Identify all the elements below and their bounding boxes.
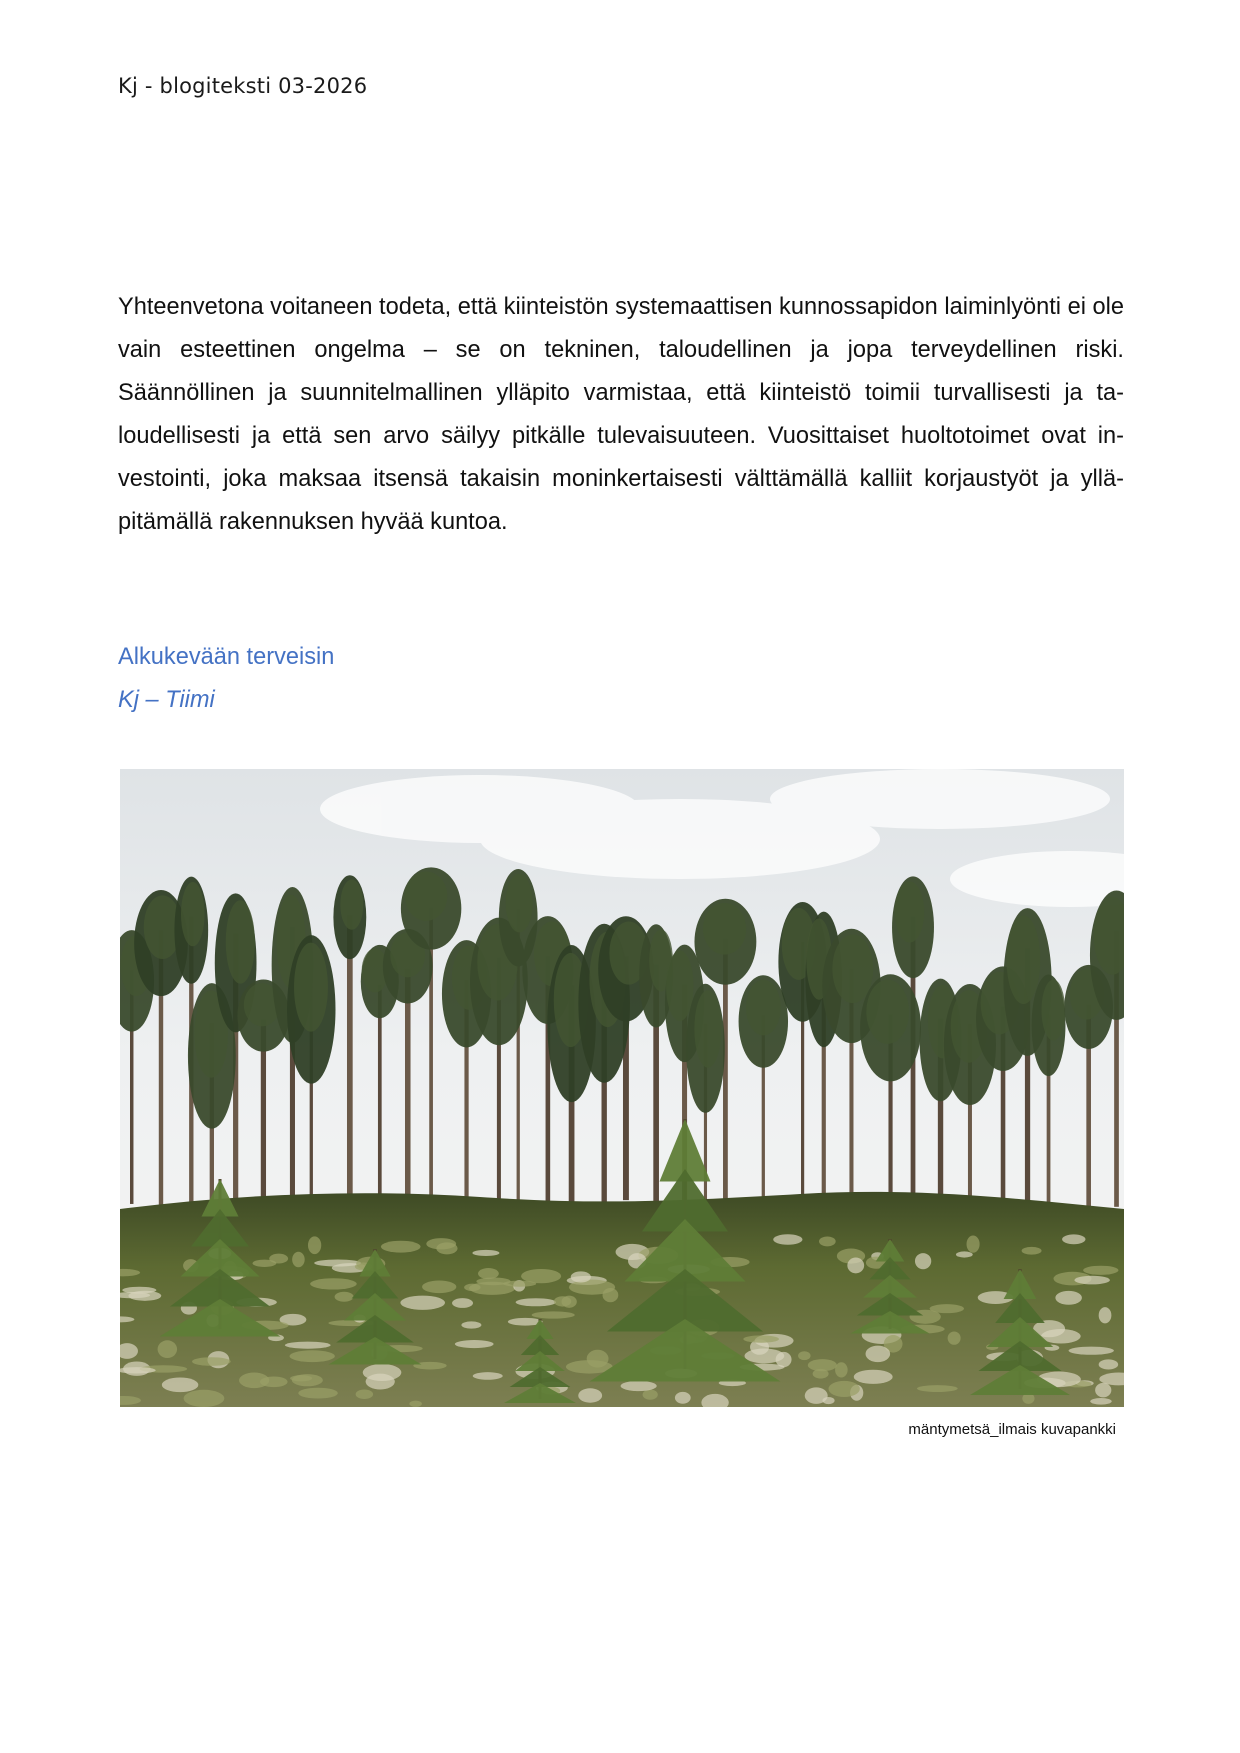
greeting-line: Alkukevään terveisin	[118, 644, 335, 670]
pine-forest-illustration	[120, 769, 1124, 1407]
photo-caption: mäntymetsä_ilmais kuvapankki	[908, 1421, 1116, 1438]
greeting-block	[118, 636, 334, 722]
pine-forest-photo	[120, 769, 1124, 1407]
document-header: Kj - blogiteksti 03-2026	[118, 74, 368, 98]
summary-paragraph: Yhteenvetona voitaneen todeta, että kiinteistön systemaattisen kunnossapidon laiminlyönti ei ole vain esteettinen ongelma – se on tekninen, taloudellinen ja jopa terveydellinen riski. Säännöllinen ja suunnitelmallinen ylläpito varmistaa, että kiinteistö toimii turvallisesti ja taloudellisesti ja että sen arvo säilyy pitkälle tulevaisuuteen. Vuosittaiset huoltotoimet ovat investointi, joka maksaa itsensä takaisin moninkertaisesti välttämällä kalliit korjaustyöt ja ylläpitämällä rakennuksen hyvää kuntoa.	[118, 294, 1124, 535]
signature-line: Kj – Tiimi	[118, 687, 215, 713]
